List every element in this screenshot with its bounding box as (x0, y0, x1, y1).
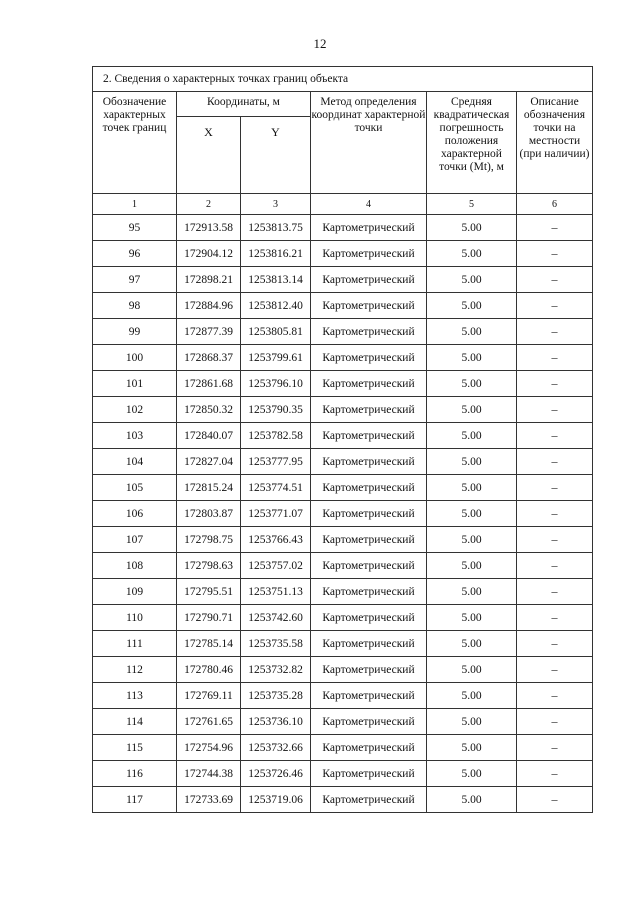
x-coordinate-cell: 172913.58 (177, 215, 241, 241)
table-row (93, 293, 593, 319)
point-number-cell: 95 (93, 215, 177, 241)
table-row (93, 475, 593, 501)
y-coordinate-cell: 1253812.40 (241, 293, 311, 319)
method-cell: Картометрический (311, 345, 427, 371)
y-coordinate-cell: 1253751.13 (241, 579, 311, 605)
point-number-cell: 111 (93, 631, 177, 657)
point-number-cell: 101 (93, 371, 177, 397)
table-row (93, 423, 593, 449)
x-coordinate-cell: 172790.71 (177, 605, 241, 631)
error-cell: 5.00 (427, 241, 517, 267)
description-cell: – (517, 553, 593, 579)
header-description: Описание обозначения точки на местности (при наличии) (517, 92, 593, 194)
description-cell: – (517, 345, 593, 371)
error-cell: 5.00 (427, 371, 517, 397)
method-cell: Картометрический (311, 423, 427, 449)
table-row (93, 761, 593, 787)
error-cell: 5.00 (427, 215, 517, 241)
x-coordinate-cell: 172798.75 (177, 527, 241, 553)
description-cell: – (517, 709, 593, 735)
method-cell: Картометрический (311, 449, 427, 475)
method-cell: Картометрический (311, 787, 427, 813)
method-cell: Картометрический (311, 241, 427, 267)
error-cell: 5.00 (427, 423, 517, 449)
y-coordinate-cell: 1253777.95 (241, 449, 311, 475)
error-cell: 5.00 (427, 449, 517, 475)
description-cell: – (517, 605, 593, 631)
table-body (93, 215, 593, 813)
header-designation: Обозначение характерных точек границ (93, 92, 177, 194)
description-cell: – (517, 579, 593, 605)
point-number-cell: 115 (93, 735, 177, 761)
error-cell: 5.00 (427, 631, 517, 657)
header-x: X (177, 117, 241, 194)
description-cell: – (517, 423, 593, 449)
x-coordinate-cell: 172780.46 (177, 657, 241, 683)
x-coordinate-cell: 172754.96 (177, 735, 241, 761)
x-coordinate-cell: 172733.69 (177, 787, 241, 813)
point-number-cell: 109 (93, 579, 177, 605)
table-row (93, 683, 593, 709)
x-coordinate-cell: 172815.24 (177, 475, 241, 501)
point-number-cell: 116 (93, 761, 177, 787)
point-number-cell: 105 (93, 475, 177, 501)
y-coordinate-cell: 1253771.07 (241, 501, 311, 527)
error-cell: 5.00 (427, 787, 517, 813)
description-cell: – (517, 475, 593, 501)
error-cell: 5.00 (427, 709, 517, 735)
point-number-cell: 113 (93, 683, 177, 709)
method-cell: Картометрический (311, 761, 427, 787)
method-cell: Картометрический (311, 553, 427, 579)
description-cell: – (517, 527, 593, 553)
x-coordinate-cell: 172877.39 (177, 319, 241, 345)
table-row (93, 371, 593, 397)
error-cell: 5.00 (427, 579, 517, 605)
method-cell: Картометрический (311, 475, 427, 501)
error-cell: 5.00 (427, 683, 517, 709)
method-cell: Картометрический (311, 631, 427, 657)
x-coordinate-cell: 172861.68 (177, 371, 241, 397)
point-number-cell: 102 (93, 397, 177, 423)
table-row (93, 527, 593, 553)
description-cell: – (517, 501, 593, 527)
y-coordinate-cell: 1253805.81 (241, 319, 311, 345)
page-number: 12 (313, 36, 327, 51)
error-cell: 5.00 (427, 657, 517, 683)
point-number-cell: 100 (93, 345, 177, 371)
error-cell: 5.00 (427, 345, 517, 371)
y-coordinate-cell: 1253757.02 (241, 553, 311, 579)
x-coordinate-cell: 172744.38 (177, 761, 241, 787)
method-cell: Картометрический (311, 397, 427, 423)
method-cell: Картометрический (311, 683, 427, 709)
method-cell: Картометрический (311, 293, 427, 319)
x-coordinate-cell: 172850.32 (177, 397, 241, 423)
description-cell: – (517, 449, 593, 475)
description-cell: – (517, 267, 593, 293)
x-coordinate-cell: 172785.14 (177, 631, 241, 657)
table-row (93, 241, 593, 267)
method-cell: Картометрический (311, 735, 427, 761)
description-cell: – (517, 215, 593, 241)
x-coordinate-cell: 172769.11 (177, 683, 241, 709)
x-coordinate-cell: 172868.37 (177, 345, 241, 371)
error-cell: 5.00 (427, 527, 517, 553)
description-cell: – (517, 397, 593, 423)
method-cell: Картометрический (311, 371, 427, 397)
description-cell: – (517, 787, 593, 813)
x-coordinate-cell: 172798.63 (177, 553, 241, 579)
y-coordinate-cell: 1253796.10 (241, 371, 311, 397)
table-row (93, 579, 593, 605)
y-coordinate-cell: 1253736.10 (241, 709, 311, 735)
column-number: 1 (93, 194, 177, 215)
table-title: 2. Сведения о характерных точках границ объекта (93, 67, 593, 92)
point-number-cell: 108 (93, 553, 177, 579)
y-coordinate-cell: 1253813.14 (241, 267, 311, 293)
point-number-cell: 107 (93, 527, 177, 553)
description-cell: – (517, 293, 593, 319)
header-method: Метод определения координат характерной точки (311, 92, 427, 194)
table-row (93, 267, 593, 293)
x-coordinate-cell: 172761.65 (177, 709, 241, 735)
error-cell: 5.00 (427, 605, 517, 631)
column-number: 5 (427, 194, 517, 215)
header-y: Y (241, 117, 311, 194)
y-coordinate-cell: 1253790.35 (241, 397, 311, 423)
x-coordinate-cell: 172795.51 (177, 579, 241, 605)
error-cell: 5.00 (427, 293, 517, 319)
method-cell: Картометрический (311, 605, 427, 631)
table-row (93, 397, 593, 423)
table-row (93, 657, 593, 683)
method-cell: Картометрический (311, 267, 427, 293)
y-coordinate-cell: 1253766.43 (241, 527, 311, 553)
y-coordinate-cell: 1253732.82 (241, 657, 311, 683)
y-coordinate-cell: 1253719.06 (241, 787, 311, 813)
point-number-cell: 97 (93, 267, 177, 293)
error-cell: 5.00 (427, 319, 517, 345)
method-cell: Картометрический (311, 501, 427, 527)
y-coordinate-cell: 1253782.58 (241, 423, 311, 449)
table-row (93, 449, 593, 475)
method-cell: Картометрический (311, 657, 427, 683)
description-cell: – (517, 683, 593, 709)
header-coordinates: Координаты, м (177, 92, 311, 117)
table-row (93, 709, 593, 735)
point-number-cell: 103 (93, 423, 177, 449)
point-number-cell: 99 (93, 319, 177, 345)
method-cell: Картометрический (311, 319, 427, 345)
table-row (93, 631, 593, 657)
x-coordinate-cell: 172840.07 (177, 423, 241, 449)
y-coordinate-cell: 1253735.28 (241, 683, 311, 709)
description-cell: – (517, 761, 593, 787)
y-coordinate-cell: 1253774.51 (241, 475, 311, 501)
point-number-cell: 104 (93, 449, 177, 475)
method-cell: Картометрический (311, 215, 427, 241)
description-cell: – (517, 371, 593, 397)
error-cell: 5.00 (427, 553, 517, 579)
y-coordinate-cell: 1253816.21 (241, 241, 311, 267)
error-cell: 5.00 (427, 761, 517, 787)
x-coordinate-cell: 172898.21 (177, 267, 241, 293)
y-coordinate-cell: 1253726.46 (241, 761, 311, 787)
column-number: 4 (311, 194, 427, 215)
error-cell: 5.00 (427, 501, 517, 527)
table-row (93, 735, 593, 761)
point-number-cell: 96 (93, 241, 177, 267)
column-number: 2 (177, 194, 241, 215)
boundary-points-table (92, 66, 593, 813)
error-cell: 5.00 (427, 397, 517, 423)
point-number-cell: 114 (93, 709, 177, 735)
table-row (93, 319, 593, 345)
x-coordinate-cell: 172803.87 (177, 501, 241, 527)
description-cell: – (517, 241, 593, 267)
table-row (93, 501, 593, 527)
table-row (93, 215, 593, 241)
header-error: Средняя квадратическая погрешность положения характерной точки (Mt), м (427, 92, 517, 194)
description-cell: – (517, 735, 593, 761)
y-coordinate-cell: 1253813.75 (241, 215, 311, 241)
y-coordinate-cell: 1253735.58 (241, 631, 311, 657)
y-coordinate-cell: 1253799.61 (241, 345, 311, 371)
method-cell: Картометрический (311, 579, 427, 605)
description-cell: – (517, 631, 593, 657)
x-coordinate-cell: 172884.96 (177, 293, 241, 319)
error-cell: 5.00 (427, 735, 517, 761)
description-cell: – (517, 657, 593, 683)
table-row (93, 787, 593, 813)
column-number-row (93, 194, 593, 215)
table-row (93, 605, 593, 631)
point-number-cell: 106 (93, 501, 177, 527)
method-cell: Картометрический (311, 709, 427, 735)
method-cell: Картометрический (311, 527, 427, 553)
column-number: 6 (517, 194, 593, 215)
description-cell: – (517, 319, 593, 345)
error-cell: 5.00 (427, 267, 517, 293)
column-number: 3 (241, 194, 311, 215)
x-coordinate-cell: 172827.04 (177, 449, 241, 475)
y-coordinate-cell: 1253732.66 (241, 735, 311, 761)
y-coordinate-cell: 1253742.60 (241, 605, 311, 631)
x-coordinate-cell: 172904.12 (177, 241, 241, 267)
point-number-cell: 110 (93, 605, 177, 631)
point-number-cell: 98 (93, 293, 177, 319)
table-row (93, 345, 593, 371)
table-row (93, 553, 593, 579)
point-number-cell: 117 (93, 787, 177, 813)
error-cell: 5.00 (427, 475, 517, 501)
point-number-cell: 112 (93, 657, 177, 683)
